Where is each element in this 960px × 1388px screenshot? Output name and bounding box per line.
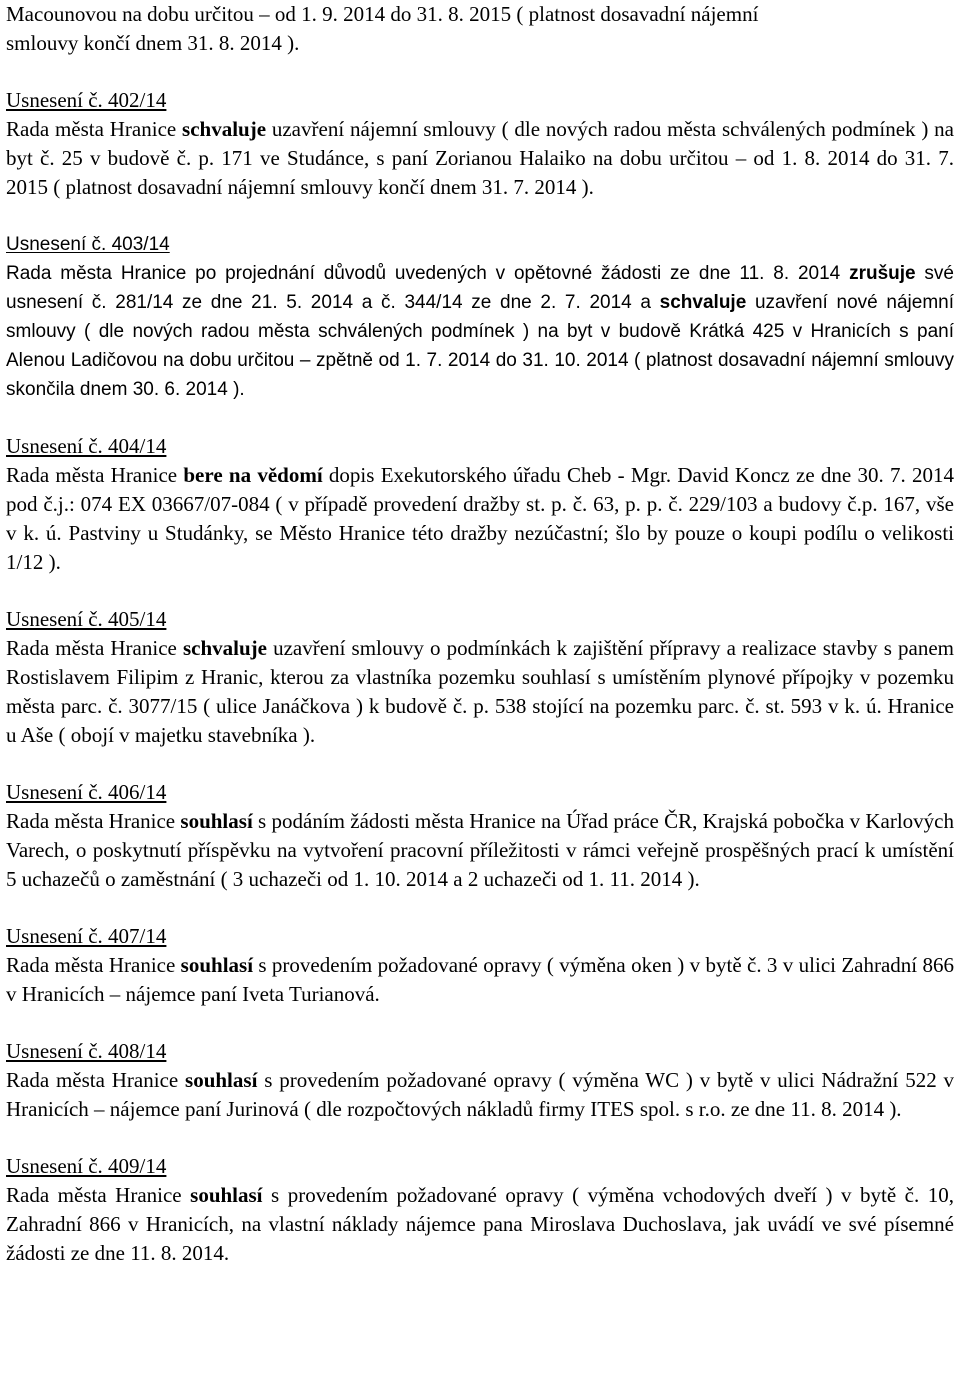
- intro-line-2: smlouvy končí dnem 31. 8. 2014 ).: [6, 31, 300, 55]
- resolution-text: [6, 259, 954, 404]
- resolution-text-part: Rada města Hranice po projednání důvodů uvedených v opětovné žádosti ze dne 11. 8. 2014: [6, 263, 850, 284]
- resolution-408: [6, 1037, 954, 1124]
- resolution-text-part: s provedením požadované opravy ( výměna WC ) v bytě v ulici Nádražní 522 v Hranicích – nájemce paní Jurinová ( dle rozpočtových nákladů firmy ITES spol. s r.o. ze dne 11. 8. 2014 ).: [6, 1068, 954, 1121]
- resolution-heading: Usnesení č. 404/14: [6, 434, 167, 458]
- intro-line-1: Macounovou na dobu určitou – od 1. 9. 2014 do 31. 8. 2015 ( platnost dosavadní nájemní: [6, 2, 759, 26]
- intro-paragraph: [6, 0, 954, 58]
- resolution-heading: Usnesení č. 402/14: [6, 88, 167, 112]
- resolution-text: [6, 807, 954, 894]
- resolution-heading: Usnesení č. 403/14: [6, 234, 170, 255]
- resolution-verb: zrušuje: [849, 263, 916, 284]
- resolution-text-part: Rada města Hranice: [6, 1068, 186, 1092]
- resolution-402: [6, 86, 954, 202]
- resolution-verb: schvaluje: [659, 292, 747, 313]
- resolution-verb: souhlasí: [185, 1068, 258, 1092]
- resolution-text-part: s podáním žádosti města Hranice na Úřad práce ČR, Krajská pobočka v Karlových Varech, o poskytnutí příspěvku na vytvoření pracovní příležitosti v rámci veřejně prospěšných prací k umístění 5 uchazečů o zaměstnání ( 3 uchazeči od 1. 10. 2014 a 2 uchazeči od 1. 11. 2014 ).: [6, 809, 954, 891]
- document-page: [6, 0, 954, 1268]
- resolution-verb: souhlasí: [180, 809, 253, 833]
- resolution-407: [6, 922, 954, 1009]
- resolution-text-part: Rada města Hranice: [6, 1183, 191, 1207]
- resolution-text-part: dopis Exekutorského úřadu Cheb - Mgr. David Koncz ze dne 30. 7. 2014 pod č.j.: 074 EX 03667/07-084 ( v případě provedení dražby st. p. č. 63, p. p. č. 229/103 a budovy č.p. 167, vše v k. ú. Pastviny u Studánky, se Město Hranice této dražby nezúčastní; šlo by pouze o koupi podílu o velikosti 1/12 ).: [6, 463, 954, 574]
- resolution-text-part: uzavření smlouvy o podmínkách k zajištění přípravy a realizace stavby s panem Rostislavem Filipim z Hranic, kterou za vlastníka pozemku souhlasí s umístěním plynové přípojky v pozemku města parc. č. 3077/15 ( ulice Janáčkova ) k budově č. p. 538 stojící na pozemku parc. č. st. 593 v k. ú. Hranice u Aše ( obojí v majetku stavebníka ).: [6, 636, 954, 747]
- resolution-verb: schvaluje: [182, 636, 267, 660]
- resolution-heading: Usnesení č. 406/14: [6, 780, 167, 804]
- resolution-405: [6, 605, 954, 750]
- resolution-verb: schvaluje: [182, 117, 267, 141]
- resolution-verb: souhlasí: [180, 953, 254, 977]
- resolution-text: [6, 461, 954, 577]
- resolution-text: [6, 951, 954, 1009]
- resolution-heading: Usnesení č. 405/14: [6, 607, 167, 631]
- resolution-text: [6, 634, 954, 750]
- resolution-text-part: uzavření nájemní smlouvy ( dle nových radou města schválených podmínek ) na byt č. 25 v budově č. p. 171 ve Studánce, s paní Zorianou Halaiko na dobu určitou – od 1. 8. 2014 do 31. 7. 2015 ( platnost dosavadní nájemní smlouvy končí dnem 31. 7. 2014 ).: [6, 117, 954, 199]
- resolution-403: [6, 230, 954, 404]
- resolution-409: [6, 1152, 954, 1268]
- resolution-verb: bere na vědomí: [183, 463, 323, 487]
- resolution-text: [6, 115, 954, 202]
- resolution-heading: Usnesení č. 409/14: [6, 1154, 167, 1178]
- resolution-text-part: s provedením požadované opravy ( výměna oken ) v bytě č. 3 v ulici Zahradní 866 v Hranicích – nájemce paní Iveta Turianová.: [6, 953, 954, 1006]
- resolution-text-part: Rada města Hranice: [6, 463, 184, 487]
- resolution-text-part: Rada města Hranice: [6, 636, 183, 660]
- resolution-text-part: uzavření nové nájemní smlouvy ( dle nových radou města schválených podmínek ) na byt v budově Krátká 425 v Hranicích s paní Alenou Ladičovou na dobu určitou – zpětně od 1. 7. 2014 do 31. 10. 2014 ( platnost dosavadní nájemní smlouvy skončila dnem 30. 6. 2014 ).: [6, 292, 954, 400]
- resolution-text-part: Rada města Hranice: [6, 809, 181, 833]
- resolution-406: [6, 778, 954, 894]
- resolution-text-part: Rada města Hranice: [6, 953, 181, 977]
- resolution-text: [6, 1066, 954, 1124]
- resolution-heading: Usnesení č. 407/14: [6, 924, 167, 948]
- resolution-verb: souhlasí: [190, 1183, 263, 1207]
- resolution-heading: Usnesení č. 408/14: [6, 1039, 167, 1063]
- resolution-text-part: s provedením požadované opravy ( výměna vchodových dveří ) v bytě č. 10, Zahradní 866 v Hranicích, na vlastní náklady nájemce pana Miroslava Duchoslava, jak uvádí ve své písemné žádosti ze dne 11. 8. 2014.: [6, 1183, 954, 1265]
- resolution-404: [6, 432, 954, 577]
- resolution-text-part: Rada města Hranice: [6, 117, 183, 141]
- resolution-text-part: své usnesení č. 281/14 ze dne 21. 5. 2014 a č. 344/14 ze dne 2. 7. 2014 a: [6, 263, 954, 313]
- resolution-text: [6, 1181, 954, 1268]
